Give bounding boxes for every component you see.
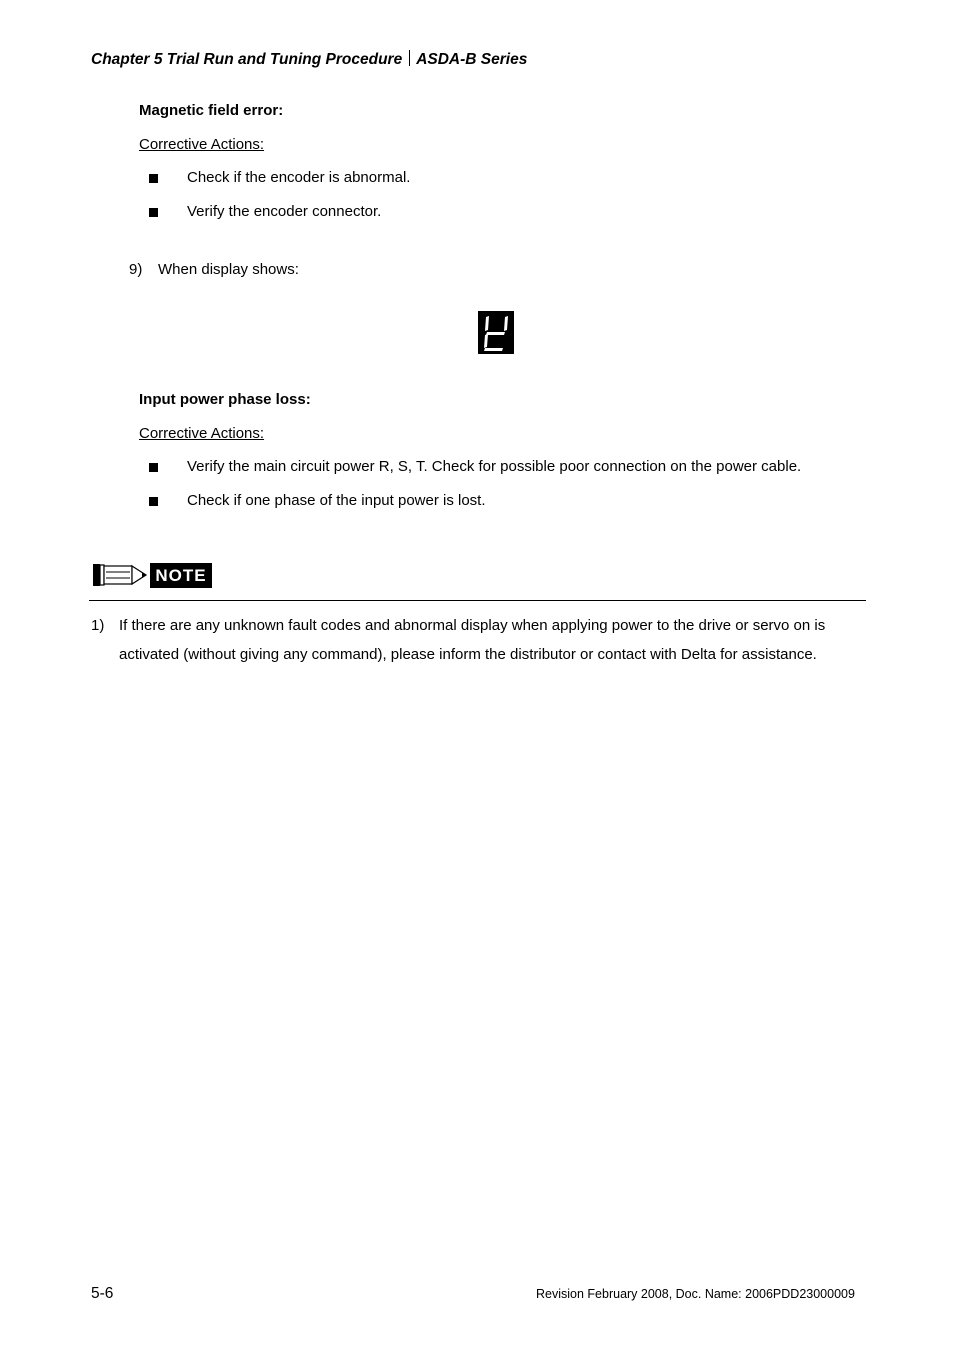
section-heading-input-power-phase-loss: Input power phase loss:: [139, 391, 311, 408]
seven-segment-display: [478, 311, 514, 354]
note-item-text: If there are any unknown fault codes and abnormal display when applying power to the drive or servo on is activated (without giving any command), please inform the distributor or contact with Delta for assistance.: [119, 617, 826, 663]
corrective-action-item: Check if one phase of the input power is lost.: [187, 492, 486, 509]
corrective-actions-label: Corrective Actions:: [139, 136, 265, 153]
note-divider: [89, 600, 866, 601]
page-header: [91, 50, 527, 69]
bullet-square-icon: [149, 463, 158, 472]
section-heading-magnetic-field-error: Magnetic field error:: [139, 102, 284, 119]
corrective-action-item: Check if the encoder is abnormal.: [187, 169, 411, 186]
corrective-action-item: Verify the encoder connector.: [187, 203, 382, 220]
seven-segment-glyph-icon: [478, 311, 514, 354]
series-name: ASDA-B Series: [416, 51, 528, 68]
note-badge: [92, 562, 212, 589]
bullet-square-icon: [149, 174, 158, 183]
bullet-square-icon: [149, 497, 158, 506]
corrective-action-item: Verify the main circuit power R, S, T. Check for possible poor connection on the power cable.: [187, 458, 802, 475]
note-item-number: 1): [91, 617, 105, 634]
note-label: NOTE: [150, 563, 212, 588]
revision-info: Revision February 2008, Doc. Name: 2006PDD23000009: [536, 1287, 855, 1301]
chapter-title: Chapter 5 Trial Run and Tuning Procedure: [91, 51, 403, 68]
page-number: 5-6: [91, 1285, 114, 1302]
step-number: 9): [129, 261, 143, 278]
bullet-square-icon: [149, 208, 158, 217]
corrective-actions-label: Corrective Actions:: [139, 425, 265, 442]
step-text: When display shows:: [158, 261, 299, 278]
header-divider: [409, 50, 410, 66]
